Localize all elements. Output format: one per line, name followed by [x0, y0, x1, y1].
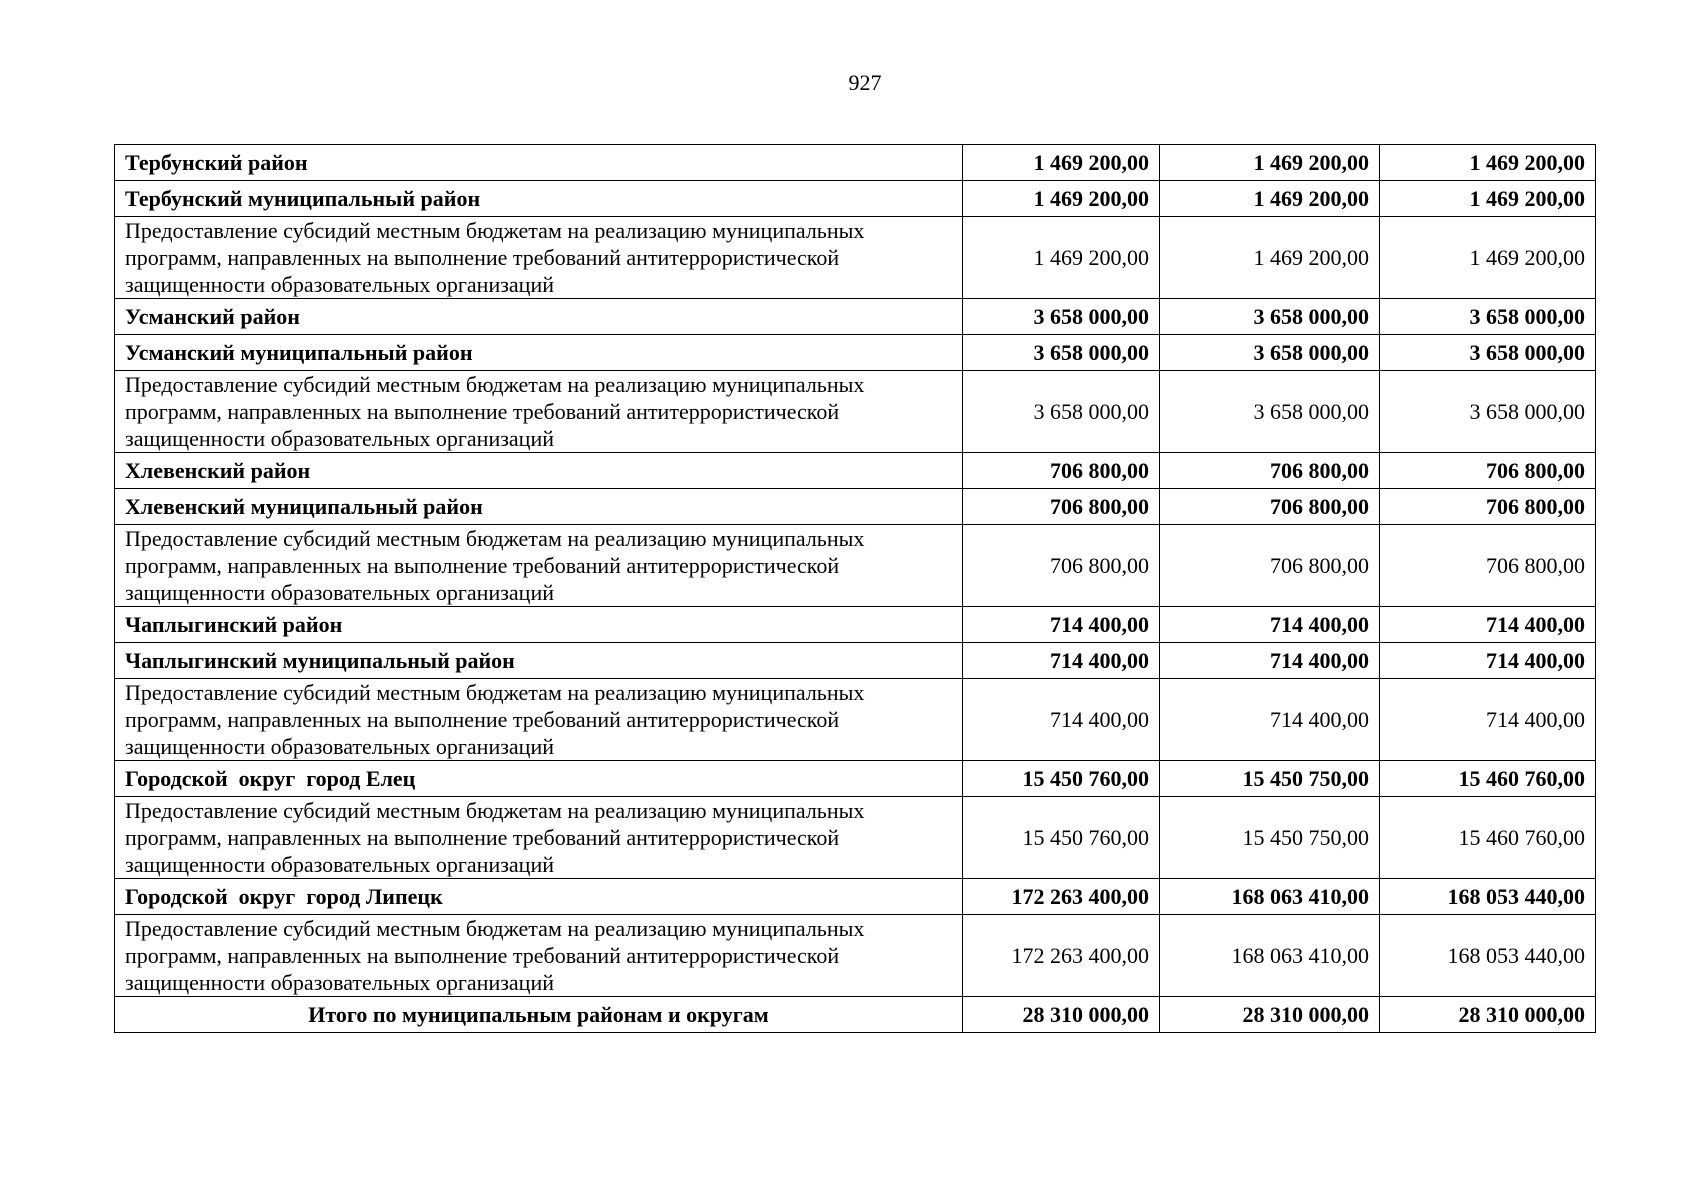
row-value-3: 1 469 200,00	[1380, 181, 1596, 217]
row-value-2: 168 063 410,00	[1160, 879, 1380, 915]
row-value-1: 714 400,00	[963, 643, 1160, 679]
row-value-1: 1 469 200,00	[963, 145, 1160, 181]
row-value-1: 706 800,00	[963, 453, 1160, 489]
row-name: Городской округ город Елец	[115, 761, 963, 797]
row-value-2: 3 658 000,00	[1160, 335, 1380, 371]
row-value-1: 706 800,00	[963, 525, 1160, 607]
row-value-3: 15 460 760,00	[1380, 761, 1596, 797]
row-value-1: 15 450 760,00	[963, 761, 1160, 797]
total-row	[115, 997, 1596, 1033]
total-label: Итого по муниципальным районам и округам	[115, 997, 963, 1033]
row-value-3: 15 460 760,00	[1380, 797, 1596, 879]
table-row	[115, 915, 1596, 997]
page-number: 927	[848, 70, 882, 95]
row-value-3: 706 800,00	[1380, 453, 1596, 489]
table-row	[115, 879, 1596, 915]
budget-table-body	[115, 145, 1596, 1033]
row-value-2: 714 400,00	[1160, 643, 1380, 679]
table-row	[115, 643, 1596, 679]
row-value-2: 1 469 200,00	[1160, 145, 1380, 181]
row-value-1: 1 469 200,00	[963, 181, 1160, 217]
row-value-2: 1 469 200,00	[1160, 181, 1380, 217]
row-name: Хлевенский муниципальный район	[115, 489, 963, 525]
row-name: Чаплыгинский район	[115, 607, 963, 643]
row-value-3: 168 053 440,00	[1380, 915, 1596, 997]
row-value-3: 714 400,00	[1380, 679, 1596, 761]
table-row	[115, 797, 1596, 879]
row-name: Хлевенский район	[115, 453, 963, 489]
table-row	[115, 679, 1596, 761]
row-value-1: 172 263 400,00	[963, 879, 1160, 915]
table-row	[115, 145, 1596, 181]
row-value-1: 3 658 000,00	[963, 335, 1160, 371]
total-value-3: 28 310 000,00	[1380, 997, 1596, 1033]
row-value-3: 3 658 000,00	[1380, 371, 1596, 453]
row-name: Предоставление субсидий местным бюджетам на реализацию муниципальных программ, направленных на выполнение требований антитеррористической защищенности образовательных организаций	[115, 679, 963, 761]
row-value-1: 3 658 000,00	[963, 371, 1160, 453]
row-value-1: 706 800,00	[963, 489, 1160, 525]
row-name: Предоставление субсидий местным бюджетам на реализацию муниципальных программ, направленных на выполнение требований антитеррористической защищенности образовательных организаций	[115, 525, 963, 607]
table-row	[115, 761, 1596, 797]
row-value-1: 172 263 400,00	[963, 915, 1160, 997]
table-row	[115, 371, 1596, 453]
table-row	[115, 525, 1596, 607]
table-row	[115, 299, 1596, 335]
row-value-2: 706 800,00	[1160, 489, 1380, 525]
table-row	[115, 217, 1596, 299]
row-value-2: 714 400,00	[1160, 607, 1380, 643]
row-value-3: 1 469 200,00	[1380, 217, 1596, 299]
row-value-2: 714 400,00	[1160, 679, 1380, 761]
row-name: Усманский муниципальный район	[115, 335, 963, 371]
row-value-1: 3 658 000,00	[963, 299, 1160, 335]
row-value-3: 3 658 000,00	[1380, 335, 1596, 371]
table-row	[115, 335, 1596, 371]
row-value-3: 714 400,00	[1380, 607, 1596, 643]
row-name: Предоставление субсидий местным бюджетам на реализацию муниципальных программ, направленных на выполнение требований антитеррористической защищенности образовательных организаций	[115, 371, 963, 453]
row-value-3: 1 469 200,00	[1380, 145, 1596, 181]
table-row	[115, 181, 1596, 217]
row-value-2: 706 800,00	[1160, 453, 1380, 489]
row-name: Предоставление субсидий местным бюджетам на реализацию муниципальных программ, направленных на выполнение требований антитеррористической защищенности образовательных организаций	[115, 797, 963, 879]
row-value-3: 168 053 440,00	[1380, 879, 1596, 915]
row-name: Предоставление субсидий местным бюджетам на реализацию муниципальных программ, направленных на выполнение требований антитеррористической защищенности образовательных организаций	[115, 915, 963, 997]
row-value-2: 3 658 000,00	[1160, 299, 1380, 335]
row-name: Городской округ город Липецк	[115, 879, 963, 915]
table-row	[115, 607, 1596, 643]
row-value-2: 15 450 750,00	[1160, 797, 1380, 879]
row-value-2: 168 063 410,00	[1160, 915, 1380, 997]
table-row	[115, 489, 1596, 525]
row-name: Тербунский муниципальный район	[115, 181, 963, 217]
row-value-3: 714 400,00	[1380, 643, 1596, 679]
row-value-2: 706 800,00	[1160, 525, 1380, 607]
row-value-3: 706 800,00	[1380, 525, 1596, 607]
row-value-1: 714 400,00	[963, 607, 1160, 643]
row-value-2: 15 450 750,00	[1160, 761, 1380, 797]
table-row	[115, 453, 1596, 489]
row-value-3: 3 658 000,00	[1380, 299, 1596, 335]
total-value-2: 28 310 000,00	[1160, 997, 1380, 1033]
row-name: Усманский район	[115, 299, 963, 335]
row-name: Тербунский район	[115, 145, 963, 181]
row-value-2: 1 469 200,00	[1160, 217, 1380, 299]
row-value-3: 706 800,00	[1380, 489, 1596, 525]
row-name: Чаплыгинский муниципальный район	[115, 643, 963, 679]
row-value-1: 714 400,00	[963, 679, 1160, 761]
row-value-1: 15 450 760,00	[963, 797, 1160, 879]
budget-table	[114, 144, 1596, 1033]
row-value-2: 3 658 000,00	[1160, 371, 1380, 453]
row-value-1: 1 469 200,00	[963, 217, 1160, 299]
total-value-1: 28 310 000,00	[963, 997, 1160, 1033]
row-name: Предоставление субсидий местным бюджетам на реализацию муниципальных программ, направленных на выполнение требований антитеррористической защищенности образовательных организаций	[115, 217, 963, 299]
